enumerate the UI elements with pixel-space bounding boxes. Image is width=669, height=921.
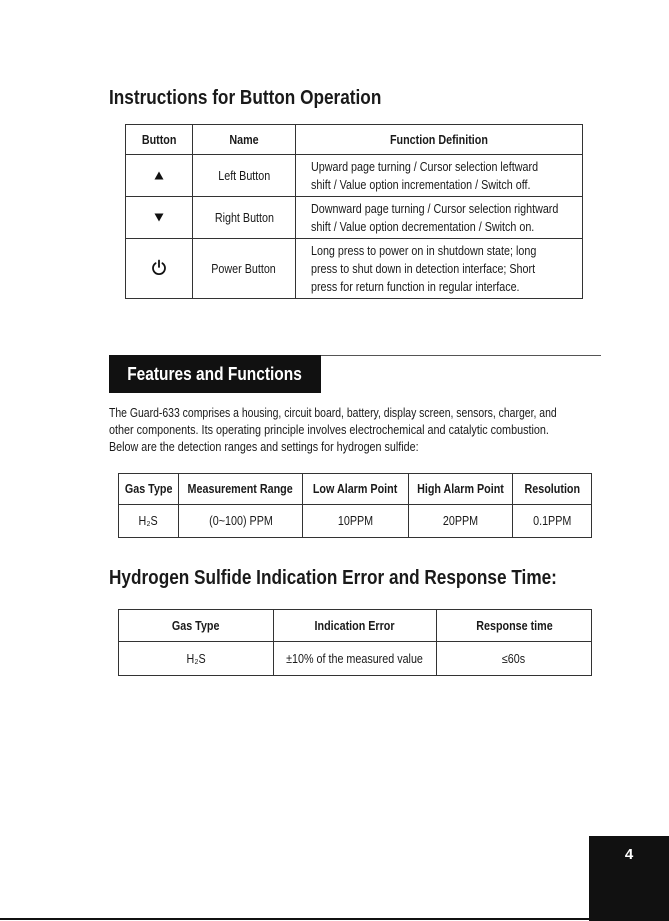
table-header-row bbox=[126, 125, 583, 155]
low-alarm-cell: 10PPM bbox=[303, 505, 409, 538]
header-indication-error: Indication Error bbox=[274, 610, 437, 642]
header-button: Button bbox=[126, 125, 193, 155]
table-row bbox=[126, 197, 583, 239]
indication-error-title: Hydrogen Sulfide Indication Error and Response Time: bbox=[109, 567, 557, 589]
button-name: Left Button bbox=[193, 155, 296, 197]
header-resolution: Resolution bbox=[513, 474, 592, 505]
function-definition: Upward page turning / Cursor selection leftward shift / Value option incrementation / Switch off. bbox=[296, 155, 583, 197]
table-row bbox=[126, 239, 583, 299]
bottom-divider bbox=[0, 918, 669, 920]
table-row bbox=[126, 155, 583, 197]
header-response-time: Response time bbox=[437, 610, 592, 642]
header-low-alarm-point: Low Alarm Point bbox=[303, 474, 409, 505]
section-divider bbox=[321, 355, 601, 356]
table-row bbox=[119, 505, 592, 538]
indication-error-cell: ±10% of the measured value bbox=[274, 642, 437, 676]
gas-type-cell: H₂S bbox=[119, 505, 179, 538]
gas-type-cell: H₂S bbox=[119, 642, 274, 676]
button-name: Power Button bbox=[193, 239, 296, 299]
button-cell bbox=[126, 197, 193, 239]
header-gas-type: Gas Type bbox=[119, 610, 274, 642]
header-high-alarm-point: High Alarm Point bbox=[409, 474, 513, 505]
features-title: Features and Functions bbox=[109, 355, 321, 393]
header-measurement-range: Measurement Range bbox=[179, 474, 303, 505]
high-alarm-cell: 20PPM bbox=[409, 505, 513, 538]
button-operation-title: Instructions for Button Operation bbox=[109, 87, 382, 109]
down-triangle-icon bbox=[154, 213, 164, 222]
header-name: Name bbox=[193, 125, 296, 155]
table-header-row bbox=[119, 474, 592, 505]
measurement-range-cell: (0~100) PPM bbox=[179, 505, 303, 538]
button-name: Right Button bbox=[193, 197, 296, 239]
up-triangle-icon bbox=[154, 171, 164, 180]
table-header-row bbox=[119, 610, 592, 642]
features-section-header bbox=[109, 355, 601, 393]
indication-error-table bbox=[118, 609, 592, 676]
power-icon bbox=[151, 259, 167, 276]
button-cell bbox=[126, 239, 193, 299]
page-number: 4 bbox=[624, 846, 634, 863]
features-intro-paragraph: The Guard-633 comprises a housing, circuit board, battery, display screen, sensors, charger, and other components. Its operating principle involves electrochemical and catalytic combustion. Below are the detection ranges and settings for hydrogen sulfide: bbox=[109, 406, 557, 454]
button-cell bbox=[126, 155, 193, 197]
resolution-cell: 0.1PPM bbox=[513, 505, 592, 538]
header-function-definition: Function Definition bbox=[296, 125, 583, 155]
table-row bbox=[119, 642, 592, 676]
function-definition: Downward page turning / Cursor selection rightward shift / Value option decrementation / Switch on. bbox=[296, 197, 583, 239]
response-time-cell: ≤60s bbox=[437, 642, 592, 676]
function-definition: Long press to power on in shutdown state; long press to shut down in detection interface; Short press for return function in regular interface. bbox=[296, 239, 583, 299]
page-number-tab bbox=[589, 836, 669, 921]
header-gas-type: Gas Type bbox=[119, 474, 179, 505]
detection-range-table bbox=[118, 473, 592, 538]
button-operation-table bbox=[125, 124, 583, 299]
